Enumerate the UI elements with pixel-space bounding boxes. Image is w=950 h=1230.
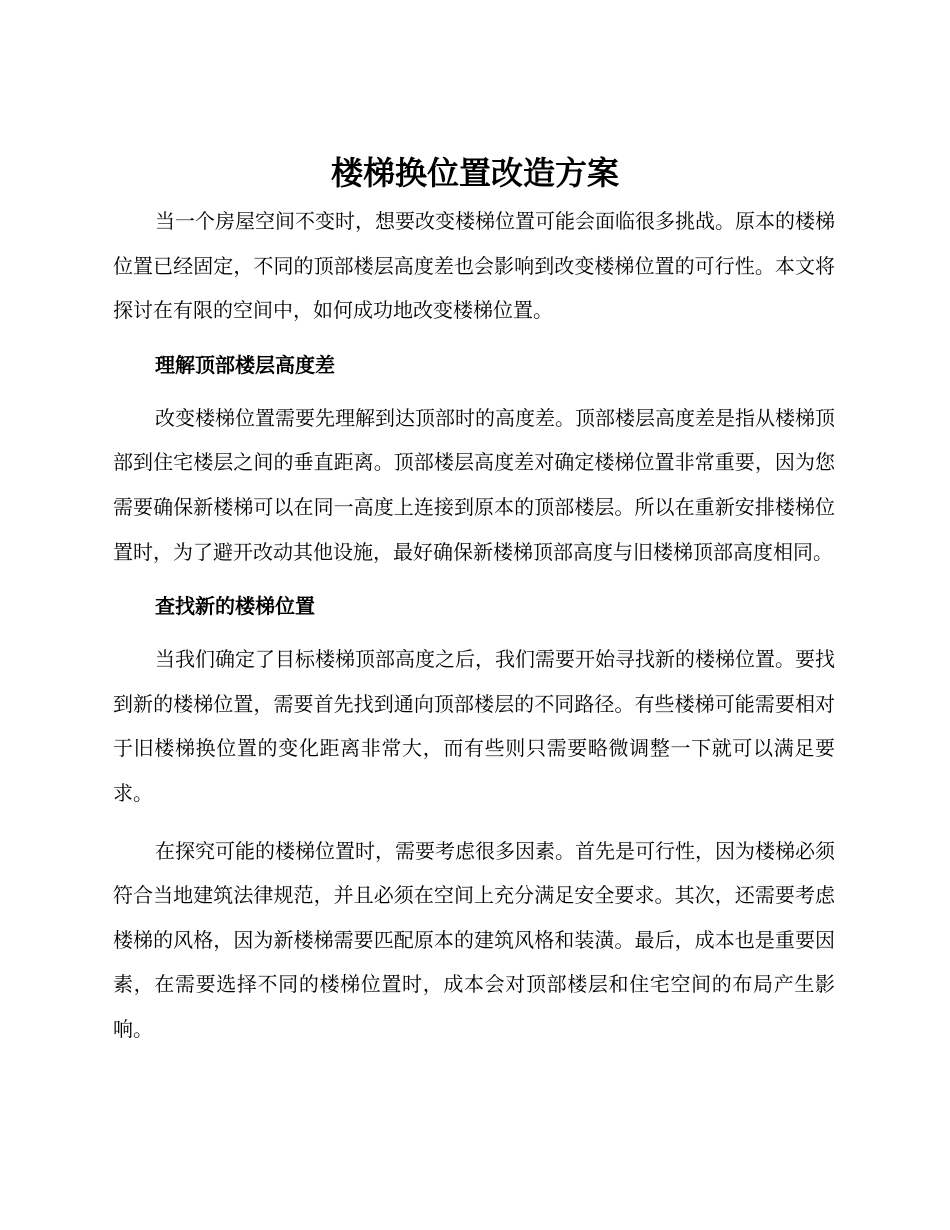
document-title: 楼梯换位置改造方案 (330, 154, 619, 192)
section-paragraph-new-location: 当我们确定了目标楼梯顶部高度之后，我们需要开始寻找新的楼梯位置。要找到新的楼梯位置，需要首先找到通向顶部楼层的不同路径。有些楼梯可能需要相对于旧楼梯换位置的变化距离非常大，而有些则只需要略微调整一下就可以满足要求。 (113, 647, 835, 805)
intro-paragraph: 当一个房屋空间不变时，想要改变楼梯位置可能会面临很多挑战。原本的楼梯位置已经固定，不同的顶部楼层高度差也会影响到改变楼梯位置的可行性。本文将探讨在有限的空间中，如何成功地改变楼梯位置。 (113, 209, 835, 323)
section-heading-new-location: 查找新的楼梯位置 (155, 594, 315, 619)
section-heading-height-difference: 理解顶部楼层高度差 (155, 352, 335, 377)
section-paragraph-factors: 在探究可能的楼梯位置时，需要考虑很多因素。首先是可行性，因为楼梯必须符合当地建筑法律规范，并且必须在空间上充分满足安全要求。其次，还需要考虑楼梯的风格，因为新楼梯需要匹配原本的建筑风格和装潢。最后，成本也是重要因素，在需要选择不同的楼梯位置时，成本会对顶部楼层和住宅空间的布局产生影响。 (113, 838, 835, 1041)
document-body (113, 199, 835, 1052)
section-paragraph-height-difference: 改变楼梯位置需要先理解到达顶部时的高度差。顶部楼层高度差是指从楼梯顶部到住宅楼层之间的垂直距离。顶部楼层高度差对确定楼梯位置非常重要，因为您需要确保新楼梯可以在同一高度上连接到原本的顶部楼层。所以在重新安排楼梯位置时，为了避开改动其他设施，最好确保新楼梯顶部高度与旧楼梯顶部高度相同。 (113, 405, 835, 564)
